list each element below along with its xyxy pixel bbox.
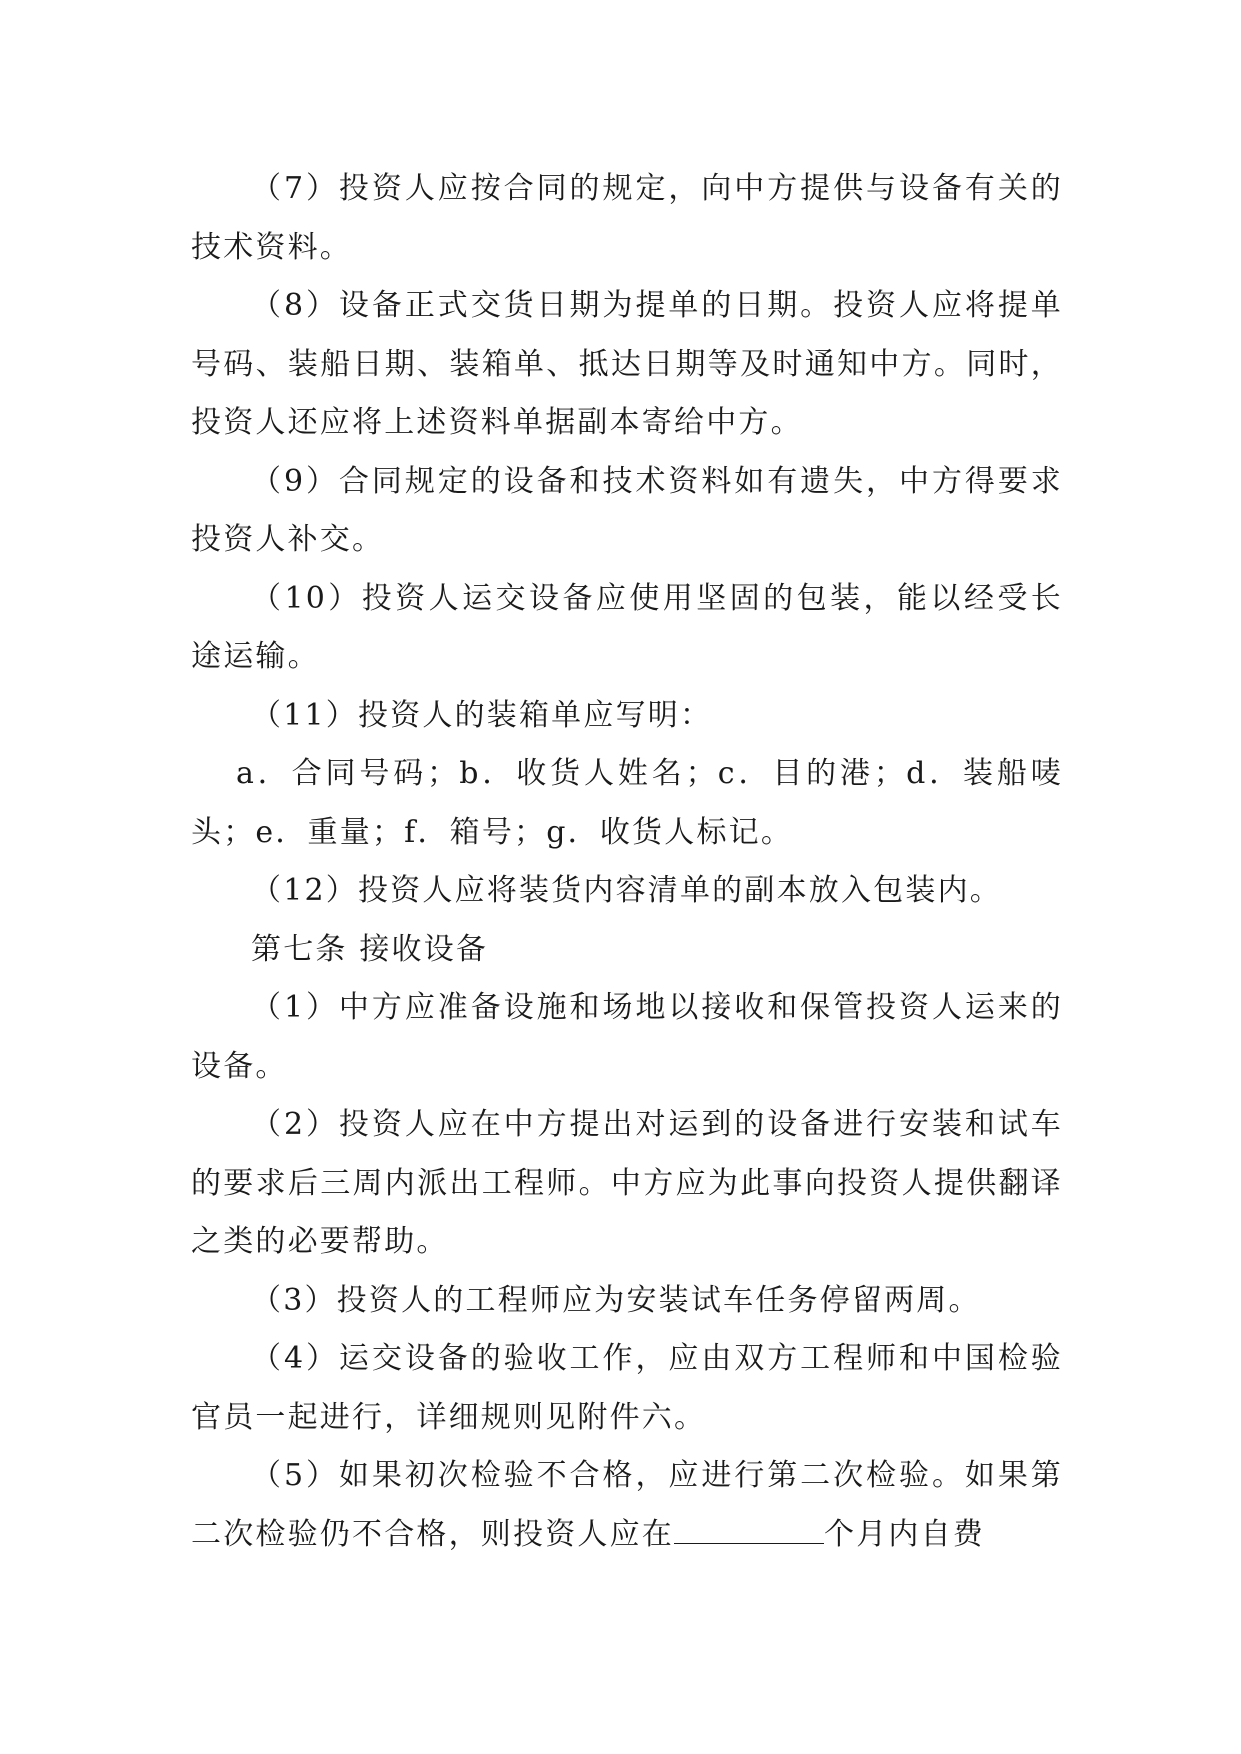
paragraph-11: （11）投资人的装箱单应写明： <box>251 697 713 733</box>
article-7-item-2: （2）投资人应在中方提出对运到的设备进行安装和试车的要求后三周内派出工程师。中方应为此事向投资人提供翻译之类的必要帮助。 <box>191 1107 1063 1259</box>
item-5-text-before-blank: （5）如果初次检验不合格，应进行第二次检验。如果第二次检验仍不合格，则投资人应在 <box>191 1458 1063 1552</box>
article-7-item-1: （1）中方应准备设施和场地以接收和保管投资人运来的设备。 <box>191 990 1063 1084</box>
fill-in-blank <box>674 1514 824 1544</box>
paragraph-8: （8）设备正式交货日期为提单的日期。投资人应将提单号码、装船日期、装箱单、抵达日期等及时通知中方。同时，投资人还应将上述资料单据副本寄给中方。 <box>191 288 1063 440</box>
paragraph-12: （12）投资人应将装货内容清单的副本放入包装内。 <box>251 873 1002 908</box>
packing-list-items: a．合同号码；b．收货人姓名；c．目的港；d．装船唛头；e．重量；f．箱号；g．收货人标记。 <box>191 756 1063 850</box>
paragraph-9: （9）合同规定的设备和技术资料如有遗失，中方得要求投资人补交。 <box>191 463 1063 557</box>
paragraph-10: （10）投资人运交设备应使用坚固的包装，能以经受长途运输。 <box>191 580 1063 674</box>
document-body <box>191 160 1063 1564</box>
article-7-item-4: （4）运交设备的验收工作，应由双方工程师和中国检验官员一起进行，详细规则见附件六。 <box>191 1341 1063 1435</box>
article-7-heading: 第七条 接收设备 <box>251 931 489 967</box>
item-5-text-after-blank: 个月内自费 <box>824 1516 985 1552</box>
article-7-item-5 <box>191 1447 1063 1564</box>
article-7-item-3: （3）投资人的工程师应为安装试车任务停留两周。 <box>251 1282 981 1318</box>
paragraph-7: （7）投资人应按合同的规定，向中方提供与设备有关的技术资料。 <box>191 171 1063 265</box>
